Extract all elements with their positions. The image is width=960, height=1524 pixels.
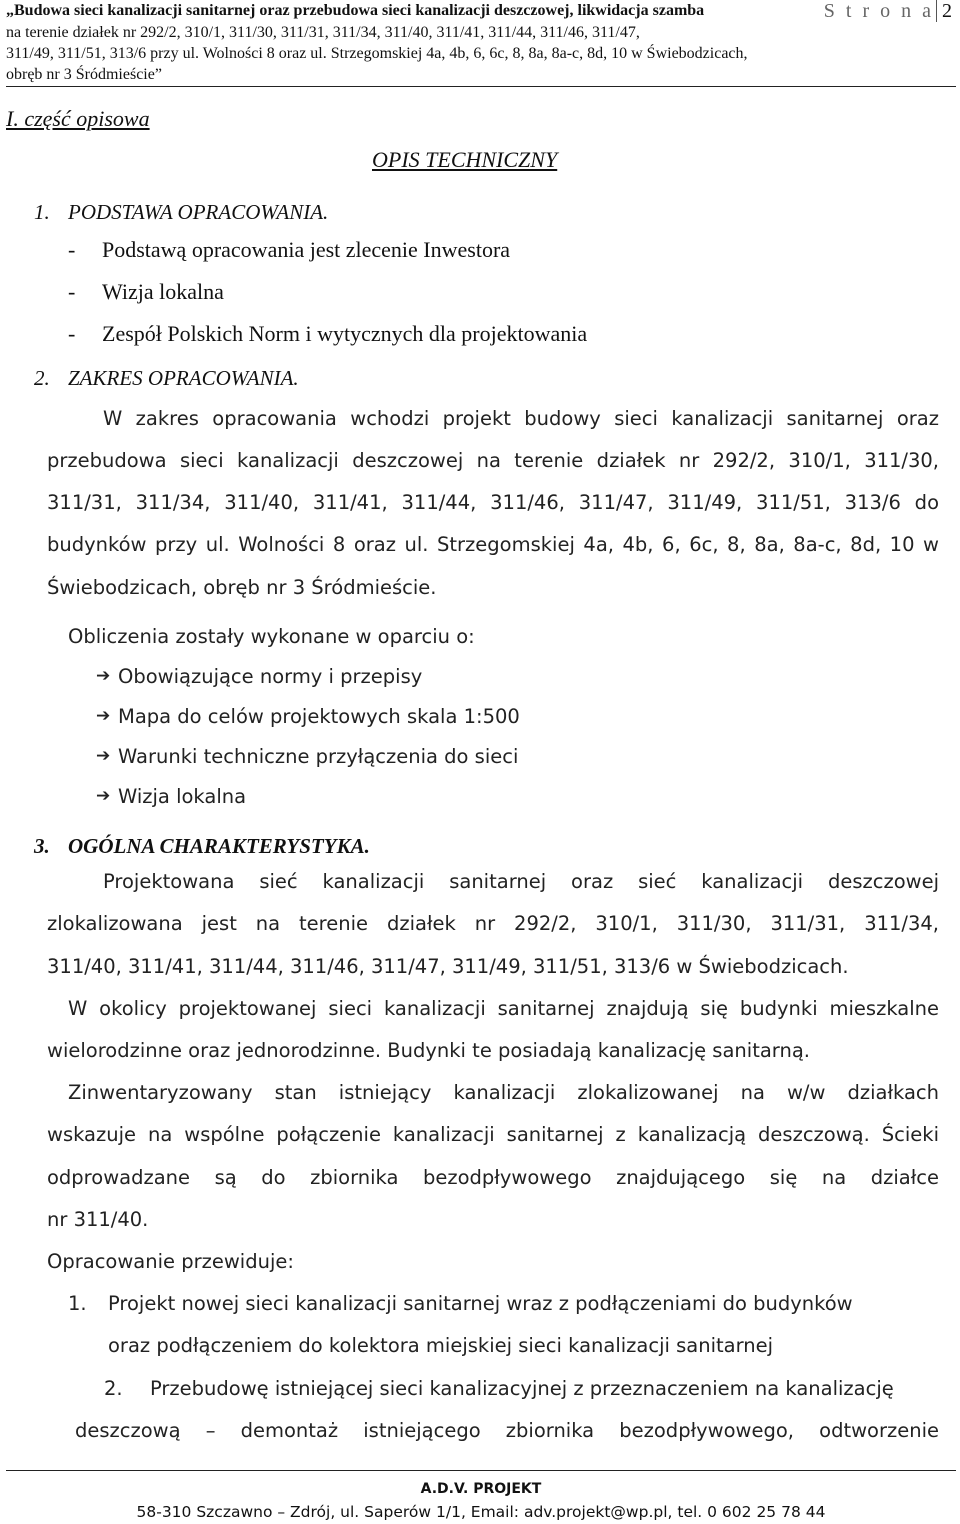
section-3-title: OGÓLNA CHARAKTERYSTYKA. [68, 834, 370, 858]
inventory-paragraph-line: nr 311/40. [47, 1208, 149, 1231]
provides-label: Opracowanie przewiduje: [47, 1250, 294, 1273]
section-2-number: 2. [34, 366, 50, 390]
provision-item-2-line: Przebudowę istniejącej sieci kanalizacyjnej z przeznaczeniem na kanalizację [150, 1377, 894, 1400]
provision-item-1-line: Projekt nowej sieci kanalizacji sanitarnej wraz z podłączeniami do budynków [108, 1292, 853, 1315]
footer-company: A.D.V. PROJEKT [420, 1481, 542, 1497]
provision-item-2-line: deszczową – demontaż istniejącego zbiornika bezodpływowego, odtworzenie [75, 1419, 939, 1442]
characteristics-paragraph-line: 311/40, 311/41, 311/44, 311/46, 311/47, 311/49, 311/51, 313/6 w Świebodzicach. [47, 955, 849, 978]
inventory-paragraph-line: wskazuje na wspólne połączenie kanalizacji sanitarnej z kanalizacją deszczową. Ścieki [47, 1123, 939, 1146]
scope-paragraph-line: W zakres opracowania wchodzi projekt budowy sieci kanalizacji sanitarnej oraz [103, 407, 939, 430]
footer-address: 58-310 Szczawno – Zdrój, ul. Saperów 1/1, Email: adv.projekt@wp.pl, tel. 0 602 25 78 44 [136, 1503, 826, 1521]
basis-item [68, 237, 510, 263]
scope-paragraph-line: 311/31, 311/34, 311/40, 311/41, 311/44, 311/46, 311/47, 311/49, 311/51, 313/6 do [47, 491, 939, 514]
characteristics-paragraph-line: Projektowana sieć kanalizacji sanitarnej oraz sieć kanalizacji deszczowej [103, 870, 939, 893]
part-title: I. część opisowa [6, 106, 150, 131]
basis-item-text: Zespół Polskich Norm i wytycznych dla projektowania [102, 321, 588, 346]
calculation-basis-text: Obowiązujące normy i przepisy [118, 665, 423, 688]
basis-item-text: Podstawą opracowania jest zlecenie Inwestora [102, 237, 511, 262]
dash-marker: - [68, 279, 76, 304]
header-title-line-3: 311/49, 311/51, 313/6 przy ul. Wolności 8 oraz ul. Strzegomskiej 4a, 4b, 6, 6c, 8, 8a, 8a-c, 8d, 10 w Świebodzicach, [6, 45, 748, 62]
scope-paragraph-line: przebudowa sieci kanalizacji deszczowej na terenie działek nr 292/2, 310/1, 311/30, [47, 449, 939, 472]
arrow-right-icon: ➔ [96, 666, 111, 686]
document-title: OPIS TECHNICZNY [372, 147, 558, 172]
page-number: 2 [936, 0, 952, 22]
provision-item-2-number: 2. [104, 1377, 123, 1400]
scope-paragraph-line: Świebodzicach, obręb nr 3 Śródmieście. [47, 576, 437, 599]
scope-paragraph-line: budynków przy ul. Wolności 8 oraz ul. Strzegomskiej 4a, 4b, 6, 6c, 8, 8a, 8a-c, 8d, 10 w [47, 533, 939, 556]
arrow-right-icon: ➔ [96, 746, 111, 766]
arrow-right-icon: ➔ [96, 786, 111, 806]
page-label: S t r o n a [823, 0, 934, 22]
header-title-line-1: „Budowa sieci kanalizacji sanitarnej oraz przebudowa sieci kanalizacji deszczowej, likwidacja szamba [6, 2, 705, 19]
inventory-paragraph-line: odprowadzane są do zbiornika bezodpływowego znajdującego się na działce [47, 1166, 939, 1189]
section-1-heading [34, 200, 328, 225]
arrow-right-icon: ➔ [96, 706, 111, 726]
section-3-number: 3. [34, 834, 50, 858]
calculation-basis-text: Mapa do celów projektowych skala 1:500 [118, 705, 520, 728]
provision-item-1-line: oraz podłączeniem do kolektora miejskiej sieci kanalizacji sanitarnej [108, 1334, 774, 1357]
calculation-basis-text: Warunki techniczne przyłączenia do sieci [118, 745, 519, 768]
section-3-heading [34, 834, 370, 859]
surroundings-paragraph-line: wielorodzinne oraz jednorodzinne. Budynki te posiadają kanalizację sanitarną. [47, 1039, 810, 1062]
header-title-line-2: na terenie działek nr 292/2, 310/1, 311/30, 311/31, 311/34, 311/40, 311/41, 311/44, 311/46, 311/47, [6, 24, 640, 41]
calculation-basis-text: Wizja lokalna [118, 785, 247, 808]
header-title-line-4: obręb nr 3 Śródmieście” [6, 66, 162, 83]
page-number-indicator [824, 0, 952, 22]
section-2-heading [34, 366, 299, 391]
inventory-paragraph-line: Zinwentaryzowany stan istniejący kanalizacji zlokalizowanej na w/w działkach [68, 1081, 939, 1104]
page-footer [6, 1470, 956, 1521]
section-1-number: 1. [34, 200, 50, 224]
basis-item-text: Wizja lokalna [102, 279, 224, 304]
basis-item [68, 321, 587, 347]
section-2-title: ZAKRES OPRACOWANIA. [68, 366, 299, 390]
page-header [6, 0, 956, 87]
section-1-title: PODSTAWA OPRACOWANIA. [68, 200, 329, 224]
surroundings-paragraph-line: W okolicy projektowanej sieci kanalizacji sanitarnej znajdują się budynki mieszkalne [68, 997, 939, 1020]
dash-marker: - [68, 237, 76, 262]
dash-marker: - [68, 321, 76, 346]
provision-item-1-number: 1. [68, 1292, 87, 1315]
characteristics-paragraph-line: zlokalizowana jest na terenie działek nr 292/2, 310/1, 311/30, 311/31, 311/34, [47, 912, 939, 935]
basis-item [68, 279, 224, 305]
calculation-basis-intro: Obliczenia zostały wykonane w oparciu o: [68, 625, 475, 648]
